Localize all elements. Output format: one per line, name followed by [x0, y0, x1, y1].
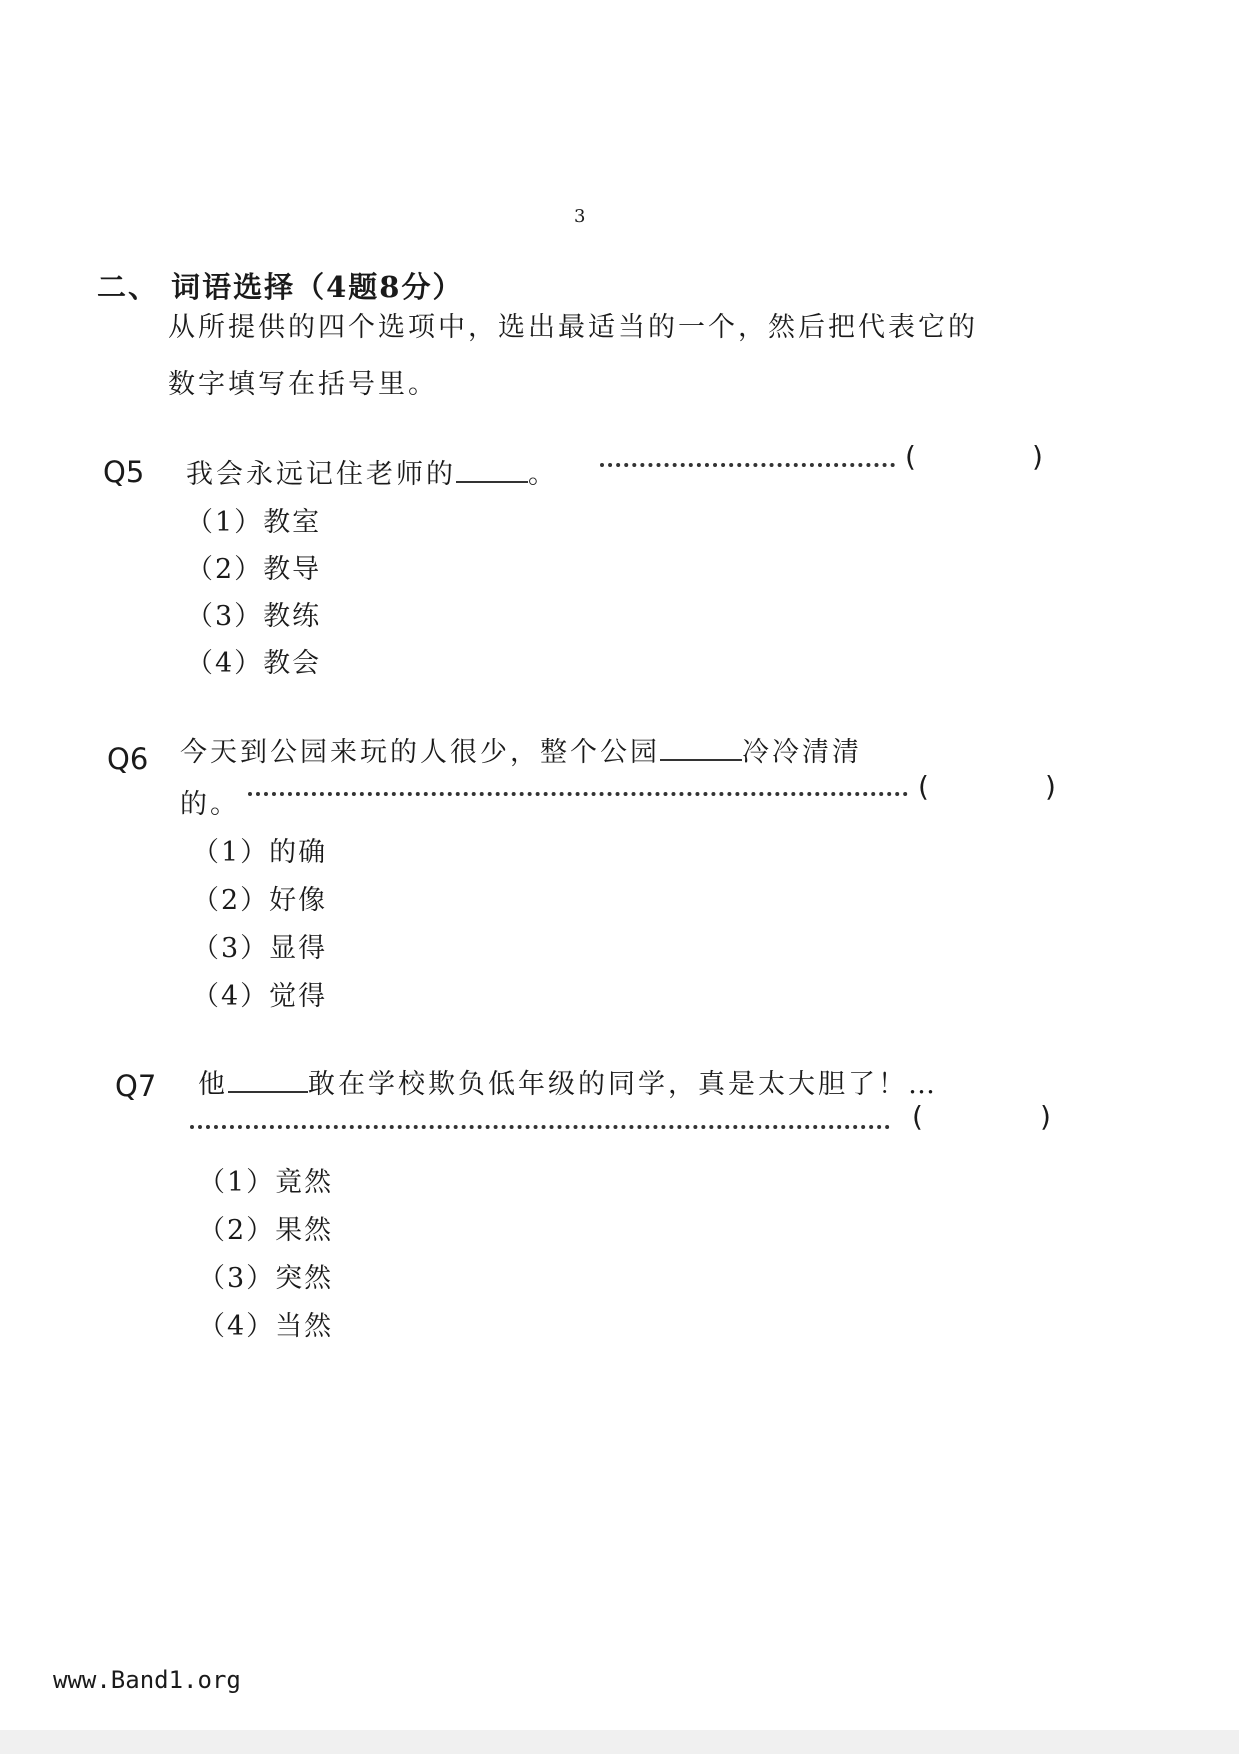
- question-text-after: 冷冷清清: [742, 737, 862, 768]
- option-2: （2）好像: [192, 885, 328, 916]
- question-text-after: 敢在学校欺负低年级的同学，真是太大胆了！…: [308, 1069, 938, 1100]
- option-3: （3）教练: [186, 601, 322, 632]
- answer-paren-close: ): [1032, 440, 1043, 473]
- section-instruction-line-2: 数字填写在括号里。: [168, 369, 438, 400]
- question-text: [180, 730, 862, 769]
- dot-leader: [248, 792, 908, 796]
- section-title: 二、 词语选择（4题8分）: [97, 270, 464, 304]
- question-text-line-2: 的。: [180, 789, 240, 820]
- question-label: Q5: [103, 455, 145, 489]
- option-4: （4）当然: [198, 1311, 334, 1342]
- answer-paren-close: ): [1045, 770, 1056, 803]
- option-2: （2）果然: [198, 1215, 334, 1246]
- answer-paren-open: (: [905, 440, 916, 473]
- answer-paren-close: ): [1040, 1100, 1051, 1133]
- option-1: （1）的确: [192, 837, 328, 868]
- dot-leader: [190, 1125, 890, 1129]
- option-3: （3）显得: [192, 933, 328, 964]
- dot-leader: [600, 463, 895, 467]
- option-1: （1）竟然: [198, 1167, 334, 1198]
- option-3: （3）突然: [198, 1263, 334, 1294]
- answer-blank: [228, 1067, 308, 1093]
- option-4: （4）教会: [186, 648, 322, 679]
- question-text-before: 今天到公园来玩的人很少，整个公园: [180, 737, 660, 768]
- page-number: 3: [574, 206, 586, 227]
- scan-bottom-edge: [0, 1730, 1239, 1754]
- answer-blank: [660, 735, 742, 761]
- question-label: Q7: [115, 1069, 157, 1103]
- option-2: （2）教导: [186, 554, 322, 585]
- question-text-after: 。: [528, 459, 558, 490]
- option-4: （4）觉得: [192, 981, 328, 1012]
- question-text: [198, 1062, 938, 1101]
- question-text-before: 他: [198, 1069, 228, 1100]
- question-text-before: 我会永远记住老师的: [186, 459, 456, 490]
- question-label: Q6: [107, 742, 149, 776]
- section-instruction-line-1: 从所提供的四个选项中，选出最适当的一个，然后把代表它的: [168, 312, 978, 343]
- answer-paren-open: (: [918, 770, 929, 803]
- option-1: （1）教室: [186, 507, 322, 538]
- answer-paren-open: (: [912, 1100, 923, 1133]
- answer-blank: [456, 457, 528, 483]
- question-text: [186, 452, 558, 491]
- footer-url: www.Band1.org: [53, 1666, 241, 1694]
